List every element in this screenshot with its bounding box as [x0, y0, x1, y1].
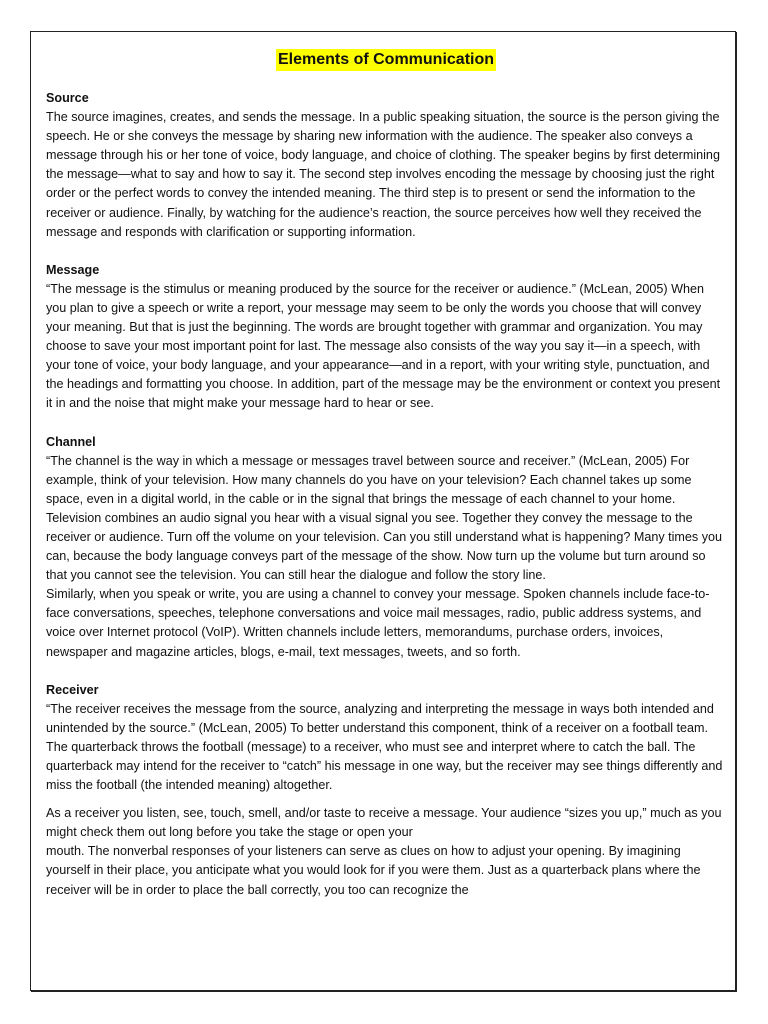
document-page — [30, 31, 736, 991]
paragraph: mouth. The nonverbal responses of your listeners can serve as clues on how to adjust your opening. By imagining yourself in their place, you anticipate what you would look for if you were them. Just as a quarterback plans where the receiver will be in order to place the ball correctly, you too can recognize the — [46, 844, 701, 897]
title-row — [46, 49, 726, 71]
section-heading-receiver: Receiver — [46, 682, 99, 697]
section-receiver — [46, 681, 726, 900]
section-heading-message: Message — [46, 262, 100, 277]
section-heading-channel: Channel — [46, 434, 96, 449]
section-heading-source: Source — [46, 91, 89, 105]
paragraph: “The receiver receives the message from the source, analyzing and interpreting the message in ways both intended and unintended by the source.” (McLean, 2005) To better understand this component, think of a receiver on a football team. The quarterback throws the football (message) to a receiver, who must see and interpret where to catch the ball. The quarterback may intend for the receiver to “catch” his message in one way, but the receiver may see things differently and miss the football (the intended meaning) altogether. — [46, 701, 723, 793]
paragraph: “The channel is the way in which a message or messages travel between source and receiver.” (McLean, 2005) For example, think of your television. How many channels do you have on your television? Each channel takes up some space, even in a digital world, in the cable or in the signal that brings the message of each channel to your home. Television combines an audio signal you hear with a visual signal you see. Together they convey the message to the receiver or audience. Turn off the volume on your television. Can you still understand what is happening? Many times you can, because the body language conveys part of the message of the show. Now turn up the volume but turn around so that you cannot see the television. You can still hear the dialogue and follow the story line. — [46, 453, 723, 583]
paragraph: The source imagines, creates, and sends the message. In a public speaking situation, the source is the person giving the speech. He or she conveys the message by sharing new information with the audience. The speaker also conveys a message through his or her tone of voice, body language, and choice of clothing. The speaker begins by first determining the message—what to say and how to say it. The second step involves encoding the message by choosing just the right order or the perfect words to convey the intended meaning. The third step is to present or send the information to the receiver or audience. Finally, by watching for the audience’s reaction, the source perceives how well they received the message and responds with clarification or supporting information. — [46, 110, 720, 239]
document-content — [46, 49, 726, 919]
paragraph: Similarly, when you speak or write, you are using a channel to convey your message. Spoken channels include face-to-face conversations, speeches, telephone conversations and voice mail messages, radio, public address systems, and voice over Internet protocol (VoIP). Written channels include letters, memorandums, purchase orders, invoices, newspaper and magazine articles, blogs, e-mail, text messages, tweets, and so forth. — [46, 587, 710, 659]
document-title: Elements of Communication — [276, 49, 496, 71]
section-source — [46, 89, 726, 242]
paragraph: “The message is the stimulus or meaning produced by the source for the receiver or audience.” (McLean, 2005) When you plan to give a speech or write a report, your message may seem to be only the words you choose that will convey your meaning. But that is just the beginning. The words are brought together with grammar and organization. You may choose to save your most important point for last. The message also consists of the way you say it—in a speech, with your tone of voice, your body language, and your appearance—and in a report, with your writing style, punctuation, and the headings and formatting you choose. In addition, part of the message may be the environment or context you present it in and the noise that might make your message hard to hear or see. — [46, 281, 721, 411]
section-channel — [46, 433, 726, 662]
paragraph: As a receiver you listen, see, touch, smell, and/or taste to receive a message. Your audience “sizes you up,” much as you might check them out long before you take the stage or open your — [46, 806, 722, 840]
section-message — [46, 261, 726, 414]
